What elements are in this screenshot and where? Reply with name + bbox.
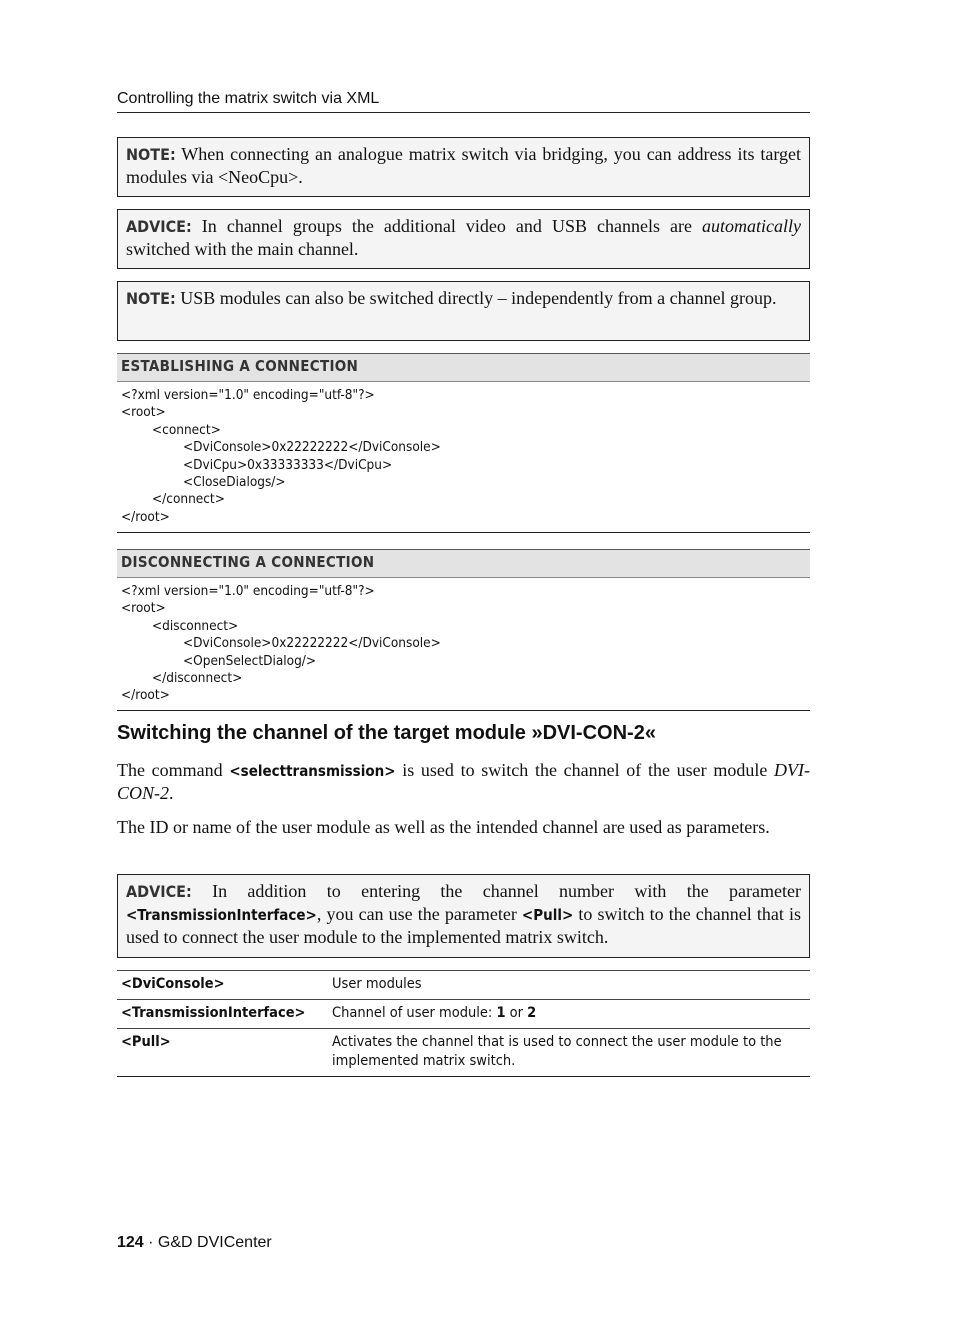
note-box (117, 137, 810, 197)
code-block (117, 579, 810, 711)
code-line: <root> (121, 600, 166, 617)
body-paragraph (117, 759, 810, 804)
note-label: NOTE: (126, 145, 176, 164)
code-line: <disconnect> (152, 617, 239, 634)
code-line: </root> (121, 508, 170, 525)
text-run: , you can use the parameter (316, 904, 522, 924)
advice-label: ADVICE: (126, 882, 192, 901)
advice-italic-text: automatically (702, 216, 801, 236)
section-heading: Switching the channel of the target module »DVI-CON-2« (117, 722, 656, 744)
note-text: USB modules can also be switched directly – independently from a channel group. (180, 288, 777, 308)
advice-box (117, 874, 810, 958)
code-block (117, 383, 810, 533)
code-line: </root> (121, 687, 170, 704)
note-text: When connecting an analogue matrix switch via bridging, you can address its target modules via <NeoCpu>. (126, 144, 801, 187)
code-line: <DviConsole>0x22222222</DviConsole> (183, 439, 441, 456)
advice-text-end: switched with the main channel. (126, 239, 359, 259)
advice-text: In channel groups the additional video and USB channels are (201, 216, 703, 236)
running-header: Controlling the matrix switch via XML (117, 90, 810, 113)
param-key: <DviConsole> (117, 971, 328, 1000)
channel-number: 2 (527, 1005, 537, 1021)
code-heading: DISCONNECTING A CONNECTION (117, 549, 810, 578)
text-run: or (505, 1005, 528, 1021)
param-key: <Pull> (117, 1029, 328, 1077)
code-line: <?xml version="1.0" encoding="utf-8"?> (121, 583, 375, 599)
parameter-name: <TransmissionInterface> (126, 906, 317, 924)
text-run: . (169, 783, 174, 803)
text-run: to switch to the channel that is used to connect the user module to the implemented matrix switch. (126, 904, 801, 947)
text-run: is used to switch the channel of the user module (395, 760, 775, 780)
body-paragraph: The ID or name of the user module as well as the intended channel are used as parameters. (117, 817, 770, 837)
code-line: <DviCpu>0x33333333</DviCpu> (183, 456, 393, 473)
channel-number: 1 (496, 1005, 506, 1021)
code-line: <CloseDialogs/> (183, 474, 286, 491)
param-value: Activates the channel that is used to connect the user module to the implemented matrix switch. (328, 1029, 810, 1077)
param-key: <TransmissionInterface> (117, 1000, 328, 1029)
parameter-name: <Pull> (521, 906, 574, 924)
note-box (117, 281, 810, 341)
advice-label: ADVICE: (126, 217, 192, 236)
code-line: <?xml version="1.0" encoding="utf-8"?> (121, 387, 375, 403)
page-footer (117, 1234, 272, 1252)
table-row (117, 971, 810, 1000)
footer-separator: · (143, 1234, 158, 1251)
code-line: <root> (121, 404, 166, 421)
code-line: </connect> (152, 491, 225, 508)
table-row (117, 1000, 810, 1029)
code-line: <OpenSelectDialog/> (183, 652, 317, 669)
parameters-table (117, 970, 810, 1077)
code-line: <DviConsole>0x22222222</DviConsole> (183, 635, 441, 652)
page-number: 124 (117, 1234, 144, 1251)
text-run: The command (117, 760, 230, 780)
module-name: DVI-CON-2 (117, 760, 811, 803)
param-value: User modules (328, 971, 810, 1000)
command-name: <selecttransmission> (229, 762, 396, 780)
param-value (328, 1000, 810, 1029)
code-line: </disconnect> (152, 670, 243, 687)
code-heading: ESTABLISHING A CONNECTION (117, 353, 810, 382)
code-line: <connect> (152, 421, 221, 438)
text-run: In addition to entering the channel number with the parameter (212, 881, 802, 901)
table-row (117, 1029, 810, 1077)
product-name: G&D DVICenter (157, 1234, 272, 1251)
text-run: Channel of user module: (332, 1005, 497, 1021)
note-label: NOTE: (126, 289, 176, 308)
advice-box (117, 209, 810, 269)
